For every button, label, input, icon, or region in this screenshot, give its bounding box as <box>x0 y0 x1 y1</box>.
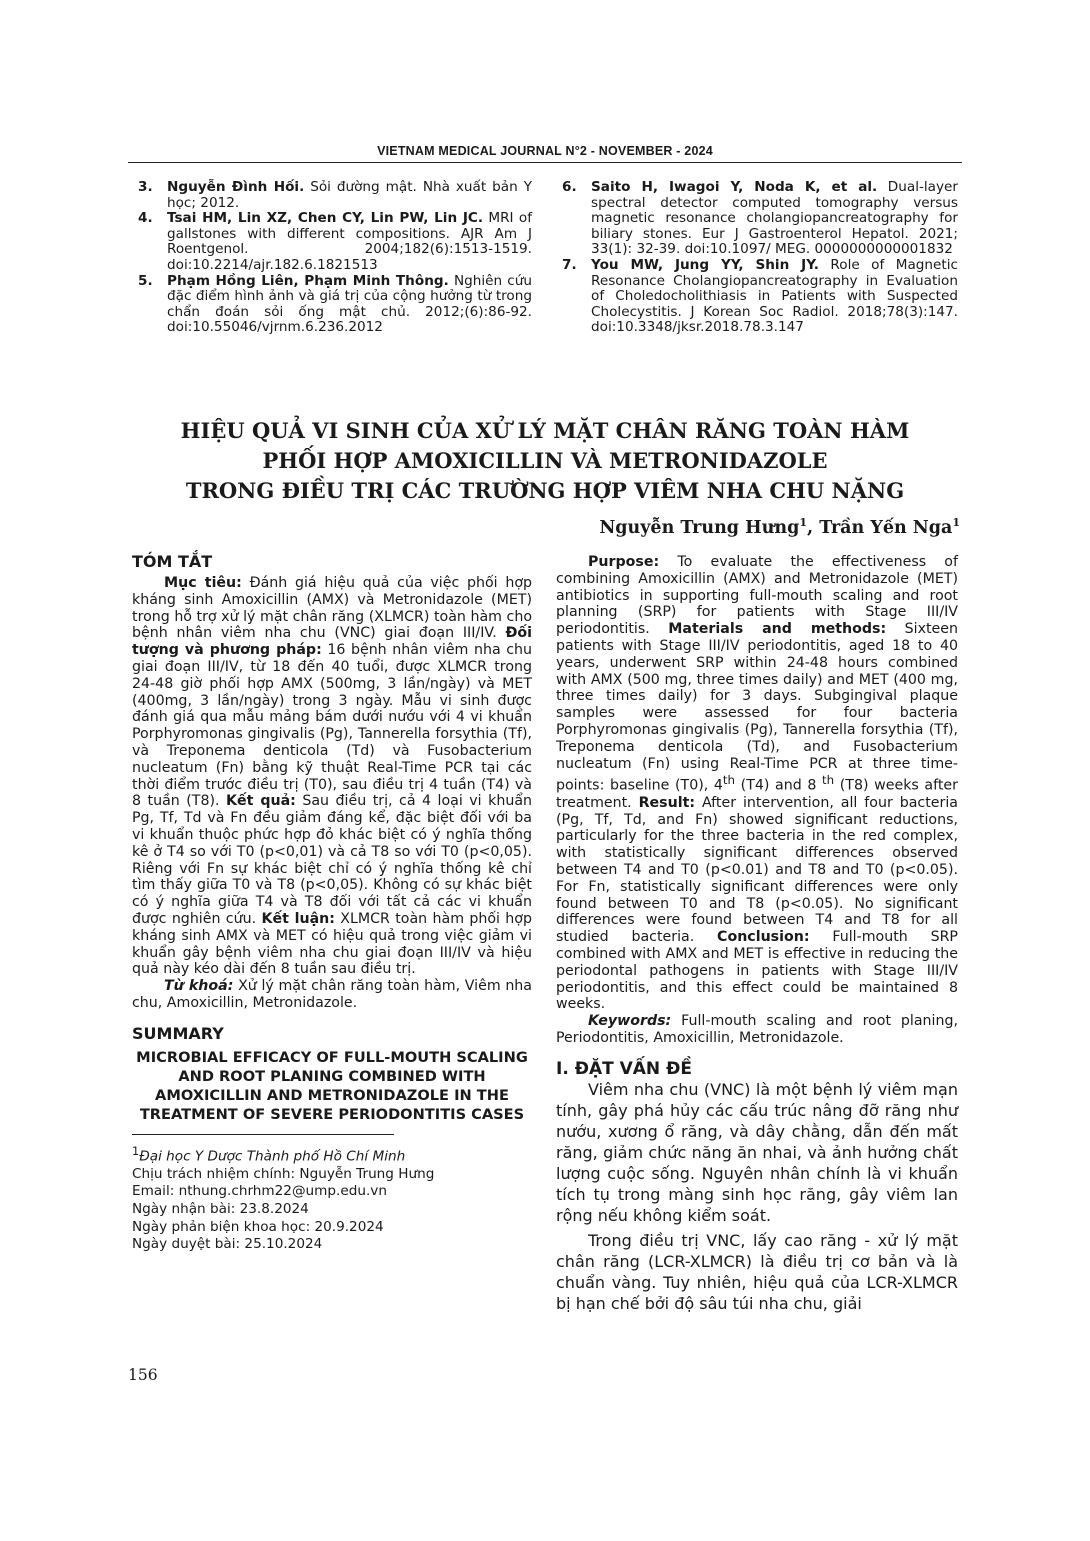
right-column <box>556 554 958 1314</box>
title-line: HIỆU QUẢ VI SINH CỦA XỬ LÝ MẶT CHÂN RĂNG TOÀN HÀM <box>180 418 910 443</box>
reference-text: Role of Magnetic Resonance Cholangiopancreatography in Evaluation of Choledocholithiasis in Patients with Suspected Cholecystitis. J Korean Soc Radiol. 2018;78(3):147. doi:10.3348/jksr.2018.78.3.147 <box>591 256 958 336</box>
author-list <box>599 516 960 538</box>
abstract-text: Đánh giá hiệu quả của việc phối hợp kháng sinh Amoxicillin (AMX) và Metronidazole (MET) trong hỗ trợ xử lý mặt chân răng (XLMCR) toàn hàm cho bệnh nhân viêm nha chu (VNC) giai đoạn III/IV. <box>132 575 533 642</box>
reference-text: Dual-layer spectral detector computed tomography versus magnetic resonance cholangiopancreatography for biliary stones. Eur J Gastroenterol Hepatol. 2021; 33(1): 32-39. doi:10.1097/ MEG. 0000000000001832 <box>591 179 958 258</box>
title-line: PHỐI HỢP AMOXICILLIN VÀ METRONIDAZOLE <box>262 448 828 473</box>
section-label: Đối tượng và phương pháp: <box>132 625 532 659</box>
section-label: Mục tiêu: <box>164 575 242 591</box>
abstract-heading-en: SUMMARY <box>132 1023 224 1043</box>
article-title <box>128 416 962 506</box>
left-column <box>132 552 532 1254</box>
section-label: Purpose: <box>588 554 660 570</box>
intro-paragraph: Trong điều trị VNC, lấy cao răng - xử lý mặt chân răng (LCR-XLMCR) là điều trị cơ bản và là chuẩn vàng. Tuy nhiên, hiệu quả của LCR-XLMCR bị hạn chế bởi độ sâu túi nha chu, giải <box>556 1230 958 1313</box>
reference-authors: Nguyễn Đình Hối. <box>167 179 305 195</box>
abstract-text: Sau điều trị, cả 4 loại vi khuẩn Pg, Tf, Td và Fn đều giảm đáng kể, đặc biệt đối với ba vi khuẩn thuộc phức hợp đỏ khác biệt có ý nghĩa thống kê ở T4 so với T0 (p<0,01) và cả T8 so với T0 (p<0,05). Riêng với Fn sự khác biệt chỉ có ý nghĩa thống kê chỉ tìm thấy giữa T0 và T8 (p<0,05). Không có sự khác biệt có ý nghĩa giữa T4 và T8 đối với tất cả các vi khuẩn được nghiên cứu. <box>132 793 533 927</box>
abstract-text: (T8) weeks after treatment. <box>556 778 958 811</box>
reference-number: 4. <box>138 210 153 227</box>
references-left <box>132 180 532 336</box>
page-number: 156 <box>128 1366 158 1384</box>
reference-text: Nghiên cứu đặc điểm hình ảnh và giá trị của cộng hưởng từ trong chẩn đoán sỏi ống mật chủ. 2012;(6):86-92. doi:10.55046/vjrnm.6.236.2012 <box>167 272 532 336</box>
title-line: TRONG ĐIỀU TRỊ CÁC TRƯỜNG HỢP VIÊM NHA CHU NẶNG <box>185 478 905 503</box>
footnote-divider <box>132 1134 394 1135</box>
reference-item <box>132 211 532 273</box>
abstract-heading-vi: TÓM TẮT <box>132 552 213 571</box>
reference-authors: Phạm Hồng Liên, Phạm Minh Thông. <box>167 272 449 289</box>
keywords-en <box>556 1013 958 1047</box>
references-right <box>556 180 958 336</box>
intro-paragraph: Viêm nha chu (VNC) là một bệnh lý viêm mạn tính, gây phá hủy các cấu trúc nâng đỡ răng như nướu, xương ổ răng, và dây chằng, dẫn đến mất răng, giảm chức năng ăn nhai, và ảnh hưởng chất lượng cuộc sống. Nguyên nhân chính là vi khuẩn tích tụ trong màng sinh học răng, gây viêm lan rộng nếu không kiểm soát. <box>556 1079 958 1225</box>
summary-title: MICROBIAL EFFICACY OF FULL-MOUTH SCALING AND ROOT PLANING COMBINED WITH AMOXICILLIN AND METRONIDAZOLE IN THE TREATMENT OF SEVERE PERIODONTITIS CASES <box>136 1048 528 1123</box>
abstract-en <box>556 554 958 1013</box>
ordinal-suffix: th <box>822 773 835 788</box>
keywords-text: Full-mouth scaling and root planing, Periodontitis, Amoxicillin, Metronidazole. <box>556 1013 958 1047</box>
footnote-line: Ngày phản biện khoa học: 20.9.2024 <box>132 1218 384 1235</box>
keywords-label: Keywords: <box>588 1013 672 1030</box>
author-name: Nguyễn Trung Hưng <box>599 517 800 538</box>
footnote <box>132 1143 532 1254</box>
abstract-text: (T4) and 8 <box>735 778 823 795</box>
section-label: Kết luận: <box>261 910 335 927</box>
reference-authors: Saito H, Iwagoi Y, Noda K, et al. <box>591 179 878 195</box>
author-separator: , <box>807 517 820 538</box>
reference-number: 3. <box>138 179 153 195</box>
journal-header: VIETNAM MEDICAL JOURNAL N°2 - NOVEMBER - 2024 <box>377 144 713 158</box>
abstract-text: Sixteen patients with Stage III/IV periodontitis, aged 18 to 40 years, underwent SRP within 24-48 hours combined with AMX (500 mg, three times daily) and MET (400 mg, three times daily) for 3 days. Subgingival plaque samples were assessed for four bacteria Porphyromonas gingivalis (Pg), Tannerella forsythia (Tf), Treponema denticola (Td), and Fusobacterium nucleatum (Fn) using Real-Time PCR at three time-points: baseline (T0), 4 <box>556 621 958 795</box>
abstract-text: To evaluate the effectiveness of combining Amoxicillin (AMX) and Metronidazole (MET) antibiotics in supporting full-mouth scaling and root planning (SRP) for patients with Stage III/IV periodontitis. <box>556 554 958 638</box>
reference-number: 6. <box>562 179 577 195</box>
keywords-label: Từ khoá: <box>164 978 234 995</box>
reference-authors: You MW, Jung YY, Shin JY. <box>591 256 819 273</box>
footnote-line: Ngày duyệt bài: 25.10.2024 <box>132 1236 323 1253</box>
abstract-text: Full-mouth SRP combined with AMX and MET is effective in reducing the periodontal pathogens in patients with Stage III/IV periodontitis, and this effect could be maintained 8 weeks. <box>556 929 958 1013</box>
header-divider <box>128 162 962 163</box>
reference-item <box>132 180 532 211</box>
reference-text: Sỏi đường mật. Nhà xuất bản Y học; 2012. <box>167 179 533 211</box>
reference-text: MRI of gallstones with different compositions. AJR Am J Roentgenol. 2004;182(6):1513-1519. doi:10.2214/ajr.182.6.1821513 <box>167 210 532 273</box>
abstract-text: XLMCR toàn hàm phối hợp kháng sinh AMX và MET có hiệu quả trong việc giảm vi khuẩn gây bệnh viêm nha chu giai đoạn III/IV và hiệu quả này kéo dài đến 8 tuần sau điều trị. <box>132 910 532 978</box>
reference-authors: Tsai HM, Lin XZ, Chen CY, Lin PW, Lin JC. <box>167 210 484 227</box>
affiliation-marker: 1 <box>132 1143 140 1158</box>
ordinal-suffix: th <box>722 773 736 788</box>
author-name: Trần Yến Nga <box>819 517 953 538</box>
section-label: Materials and methods: <box>668 621 887 638</box>
section-label: Conclusion: <box>717 929 810 946</box>
reference-item <box>132 274 532 336</box>
section-label: Result: <box>638 794 696 811</box>
affiliation-marker: 1 <box>952 516 960 529</box>
section-heading: I. ĐẶT VẤN ĐỀ <box>556 1058 692 1079</box>
affiliation-text: Đại học Y Dược Thành phố Hồ Chí Minh <box>139 1148 406 1165</box>
affiliation-marker: 1 <box>799 516 808 529</box>
footnote-line: Email: nthung.chrhm22@ump.edu.vn <box>132 1183 387 1200</box>
footnote-line: Chịu trách nhiệm chính: Nguyễn Trung Hưng <box>132 1165 435 1182</box>
reference-item <box>556 180 958 258</box>
section-label: Kết quả: <box>226 793 296 810</box>
keywords-vi <box>132 978 532 1012</box>
keywords-text: Xử lý mặt chân răng toàn hàm, Viêm nha chu, Amoxicillin, Metronidazole. <box>132 978 532 1011</box>
abstract-vi <box>132 575 532 978</box>
footnote-line: Ngày nhận bài: 23.8.2024 <box>132 1201 309 1218</box>
footnote-affiliation <box>132 1143 532 1166</box>
abstract-text: After intervention, all four bacteria (Pg, Tf, Td, and Fn) showed significant reductions, particularly for the three bacteria in the red complex, with statistically significant differences observed between T4 and T0 (p<0.01) and T8 and T0 (p<0.05). For Fn, statistically significant differences were only found between T0 and T8 (p<0.05). No significant differences were found between T4 and T8 for all studied bacteria. <box>556 794 958 946</box>
abstract-text: 16 bệnh nhân viêm nha chu giai đoạn III/IV, từ 18 đến 40 tuổi, được XLMCR trong 24-48 giờ phối hợp AMX (500mg, 3 lần/ngày) và MET (400mg, 3 lần/ngày) trong 3 ngày. Mẫu vi sinh được đánh giá qua mẫu mảng bám dưới nướu với 4 vi khuẩn Porphyromonas gingivalis (Pg), Tannerella forsythia (Tf), và Treponema denticola (Td) và Fusobacterium nucleatum (Fn) bằng kỹ thuật Real-Time PCR tại các thời điểm trước điều trị (T0), sau điều trị 4 tuần (T4) và 8 tuần (T8). <box>132 642 532 810</box>
reference-number: 7. <box>562 256 577 273</box>
reference-number: 5. <box>138 272 153 289</box>
reference-item <box>556 258 958 336</box>
